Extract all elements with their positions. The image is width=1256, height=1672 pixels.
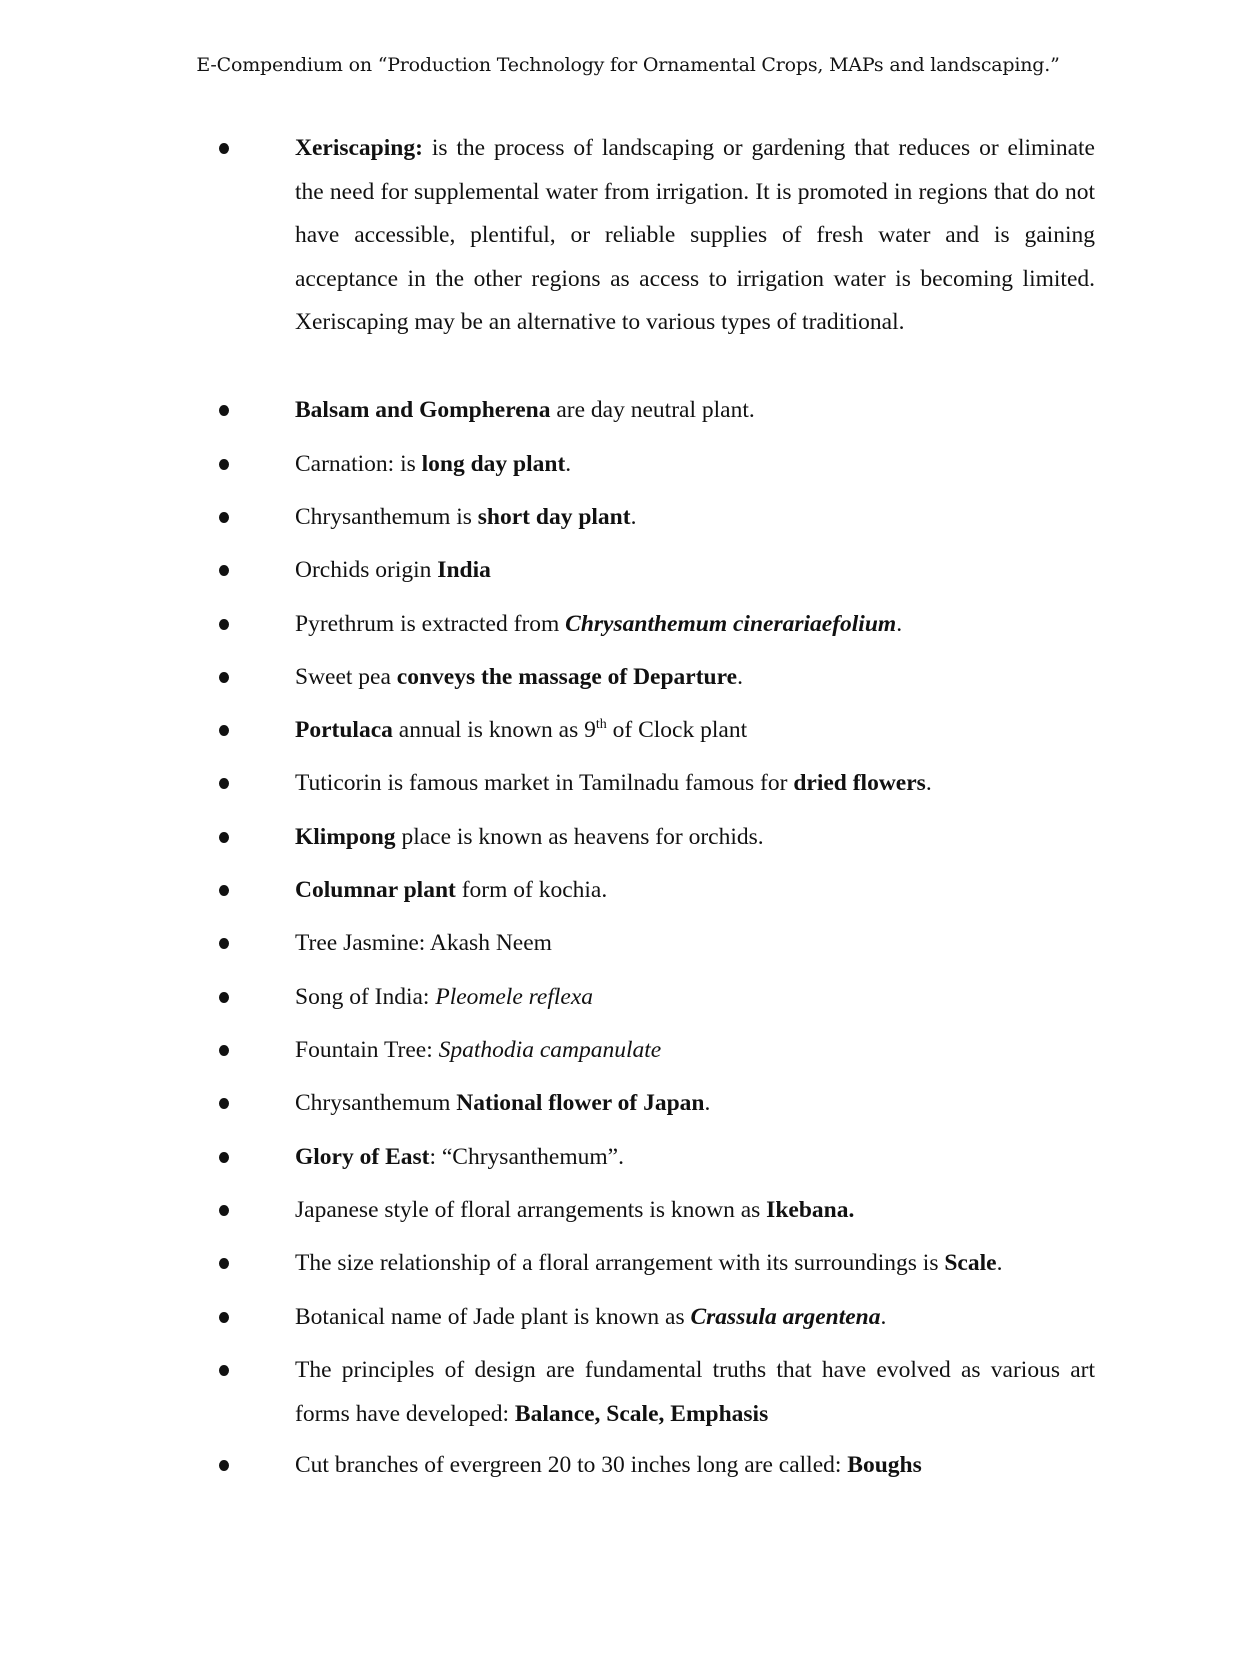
bullet-text	[295, 603, 1095, 647]
bullet-text	[295, 549, 1095, 593]
text-segment: Sweet pea	[295, 664, 397, 690]
bullet-text	[295, 1444, 1095, 1488]
text-segment: is the process of landscaping or gardening that reduces or eliminate the need for supplemental water from irrigation. It is promoted in regions that do not have accessible, plentiful, or reliable supplies of fresh water and is gaining acceptance in the other regions as access to irrigation water is becoming limited. Xeriscaping may be an alternative to various types of traditional.	[295, 135, 1095, 335]
bullet-text	[295, 1296, 1095, 1340]
bullet-text	[295, 1242, 1095, 1286]
text-segment: are day neutral plant.	[550, 397, 755, 423]
bullet-text	[295, 922, 1095, 966]
text-segment: Orchids origin	[295, 557, 438, 583]
bullet-text	[295, 1189, 1095, 1233]
text-segment: Carnation: is	[295, 451, 422, 477]
bullet-dot-icon	[219, 512, 229, 523]
bullet-text	[295, 389, 1095, 433]
text-segment: Fountain Tree:	[295, 1037, 439, 1063]
text-segment: Portulaca	[295, 717, 393, 743]
bullet-text	[295, 976, 1095, 1020]
text-segment: Chrysanthemum cinerariaefolium	[565, 611, 897, 637]
bullet-dot-icon	[219, 885, 229, 896]
text-segment: Ikebana.	[766, 1197, 855, 1223]
text-segment: Tree Jasmine: Akash Neem	[295, 930, 552, 956]
text-segment: Tuticorin is famous market in Tamilnadu famous for	[295, 770, 794, 796]
bullet-dot-icon	[219, 672, 229, 683]
text-segment: dried flowers	[793, 770, 926, 796]
bullet-text	[295, 1082, 1095, 1126]
text-segment: Japanese style of floral arrangements is known as	[295, 1197, 767, 1223]
text-segment: Chrysanthemum	[295, 1090, 457, 1116]
bullet-text	[295, 869, 1095, 913]
text-segment: .	[565, 451, 572, 477]
bullet-dot-icon	[219, 1098, 229, 1109]
page-header: E-Compendium on “Production Technology for Ornamental Crops, MAPs and landscaping.”	[196, 54, 1060, 76]
bullet-dot-icon	[219, 1152, 229, 1163]
bullet-text	[295, 1349, 1095, 1436]
bullet-dot-icon	[219, 459, 229, 470]
text-segment: The principles of design are fundamental truths that have evolved as various art forms have developed:	[295, 1357, 1095, 1427]
text-segment: th	[595, 717, 607, 733]
text-segment: .	[896, 611, 903, 637]
bullet-dot-icon	[219, 1258, 229, 1269]
text-segment: .	[880, 1304, 887, 1330]
text-segment: Klimpong	[295, 824, 396, 850]
bullet-dot-icon	[219, 1460, 229, 1471]
bullet-text	[295, 762, 1095, 806]
text-segment: Scale	[944, 1250, 997, 1276]
bullet-dot-icon	[219, 832, 229, 843]
bullet-dot-icon	[219, 1312, 229, 1323]
bullet-text	[295, 443, 1095, 487]
text-segment: Pyrethrum is extracted from	[295, 611, 566, 637]
text-segment: Pleomele reflexa	[435, 984, 594, 1010]
text-segment: Balance, Scale, Emphasis	[514, 1400, 769, 1427]
text-segment: place is known as heavens for orchids.	[395, 824, 764, 850]
text-segment: National flower of Japan	[456, 1090, 705, 1116]
text-segment: India	[437, 557, 491, 583]
text-segment: Boughs	[847, 1452, 922, 1478]
text-segment: Chrysanthemum is	[295, 504, 478, 530]
text-segment: Balsam and Gompherena	[295, 397, 551, 423]
text-segment: Xeriscaping:	[295, 135, 423, 161]
text-segment: Cut branches of evergreen 20 to 30 inches long are called:	[295, 1452, 848, 1478]
bullet-dot-icon	[219, 725, 229, 736]
text-segment: .	[704, 1090, 711, 1116]
text-segment: .	[737, 664, 743, 690]
text-segment: .	[996, 1250, 1003, 1276]
bullet-text	[295, 1029, 1095, 1073]
text-segment: The size relationship of a floral arrangement with its surroundings is	[295, 1250, 945, 1276]
bullet-text	[295, 496, 1095, 540]
text-segment: form of kochia.	[455, 877, 608, 903]
bullet-dot-icon	[219, 992, 229, 1003]
bullet-dot-icon	[219, 619, 229, 630]
bullet-dot-icon	[219, 405, 229, 416]
text-segment: : “Chrysanthemum”.	[429, 1144, 624, 1170]
text-segment: of Clock plant	[606, 717, 748, 743]
text-segment: Botanical name of Jade plant is known as	[295, 1304, 691, 1330]
bullet-dot-icon	[219, 938, 229, 949]
bullet-dot-icon	[219, 1205, 229, 1216]
bullet-text	[295, 656, 1095, 700]
text-segment: long day plant	[421, 451, 566, 477]
bullet-dot-icon	[219, 1365, 229, 1376]
bullet-text	[295, 816, 1095, 860]
text-segment: Song of India:	[295, 984, 436, 1010]
text-segment: annual is known as 9	[392, 717, 596, 743]
text-segment: conveys the massage of Departure	[396, 664, 738, 690]
text-segment: .	[630, 504, 637, 530]
text-segment: Spathodia campanulate	[438, 1037, 662, 1063]
text-segment: .	[925, 770, 932, 796]
bullet-dot-icon	[219, 1045, 229, 1056]
bullet-dot-icon	[219, 143, 229, 154]
text-segment: Columnar plant	[295, 877, 456, 903]
text-segment: Crassula argentena	[690, 1304, 881, 1330]
bullet-dot-icon	[219, 565, 229, 576]
bullet-dot-icon	[219, 778, 229, 789]
text-segment: short day plant	[477, 504, 631, 530]
bullet-text	[295, 127, 1095, 345]
bullet-text	[295, 1136, 1095, 1180]
text-segment: Glory of East	[295, 1144, 430, 1170]
bullet-text	[295, 709, 1095, 753]
